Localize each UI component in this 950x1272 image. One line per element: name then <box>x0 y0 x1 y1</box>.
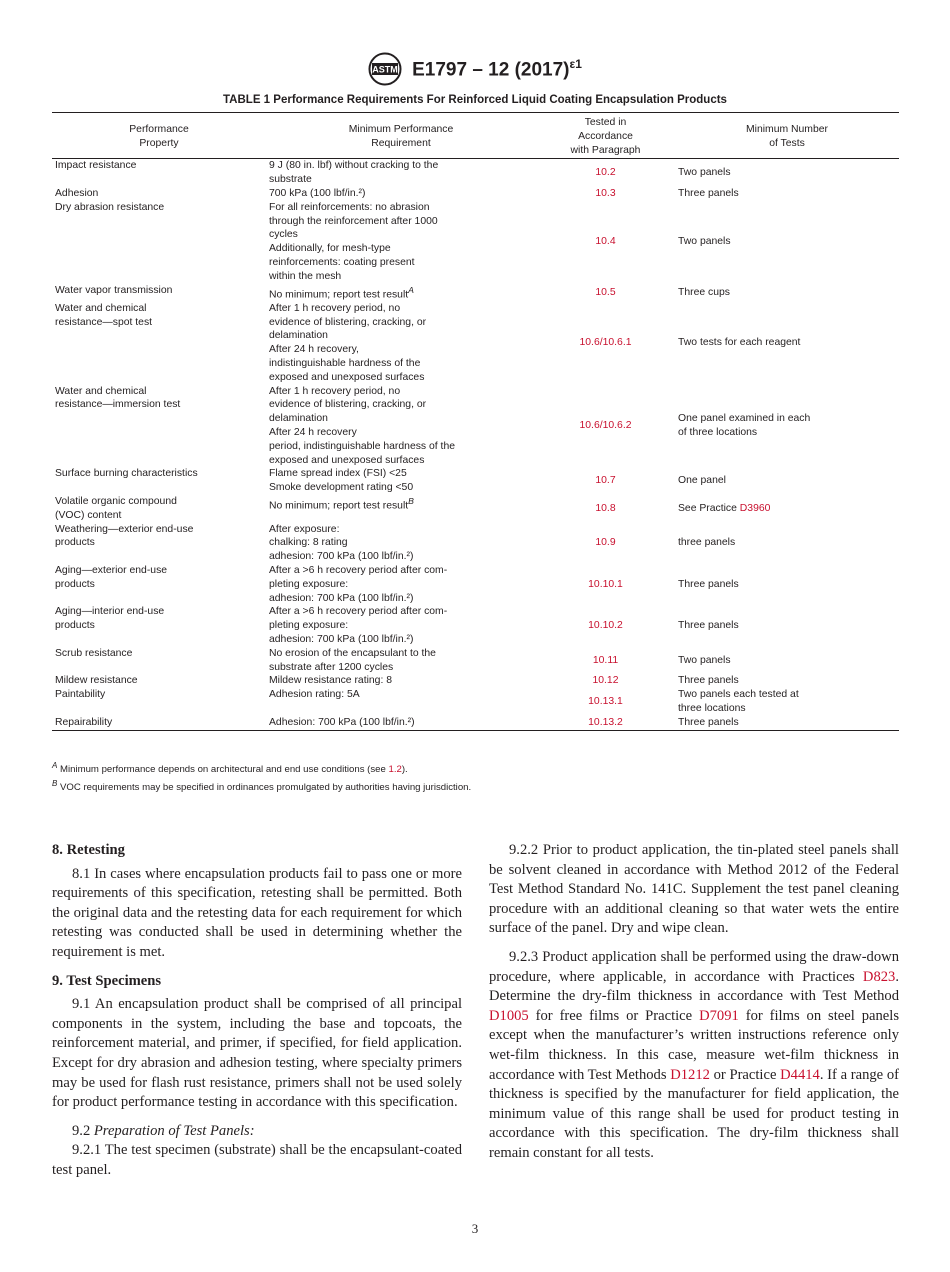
performance-table-wrapper <box>52 112 899 731</box>
link-d1212[interactable]: D1212 <box>670 1066 710 1083</box>
cell-property: Water vapor transmission <box>55 284 173 296</box>
cell-property: Volatile organic compound (VOC) content <box>55 495 177 521</box>
table-row <box>52 159 899 187</box>
paragraph-8-1: 8.1 In cases where encapsulation products fail to pass one or more requirements of this specification, retesting shall be permitted. Both the original data and the retesting data for each requirement for which retesting was conducted shall be used in determining whether the requirement is met. <box>52 865 462 960</box>
paragraph-9-1: 9.1 An encapsulation product shall be comprised of all principal components in the system, including the base and topcoats, the reinforcement material, and primer, if specified, for field application. Except for dry abrasion and adhesion testing, where specialty primers may be used for flash rust resistance, primers shall not be used solely for product performance testing in accordance with this specification. <box>52 996 462 1111</box>
page-number: 3 <box>471 1221 479 1236</box>
table-row <box>52 674 899 688</box>
table-row <box>52 716 899 730</box>
header-property: Performance Property <box>52 113 266 159</box>
cell-tests: Three panels <box>678 187 739 199</box>
cell-tests: See Practice D3960 <box>678 502 771 514</box>
cell-paragraph-link[interactable]: 10.12 <box>592 675 619 687</box>
table-row <box>52 284 899 302</box>
cell-property: Paintability <box>55 689 106 701</box>
cell-property: Adhesion <box>55 187 99 199</box>
cell-tests: Two tests for each reagent <box>678 337 801 349</box>
cell-tests: Two panels <box>678 654 731 666</box>
table-row <box>52 605 899 646</box>
table-row <box>52 467 899 495</box>
cell-tests: Two panels <box>678 167 731 179</box>
cell-requirement: After exposure: chalking: 8 rating adhesion: 700 kPa (100 lbf/in.²) <box>269 523 414 563</box>
cell-requirement: Adhesion: 700 kPa (100 lbf/in.²) <box>266 716 536 730</box>
cell-property: Dry abrasion resistance <box>55 201 165 213</box>
link-d1005[interactable]: D1005 <box>489 1007 529 1024</box>
cell-paragraph-link[interactable]: 10.2 <box>595 167 616 179</box>
cell-paragraph-link[interactable]: 10.3 <box>595 187 616 199</box>
cell-requirement: No minimum; report test result$^A$ <box>269 284 414 301</box>
cell-paragraph-link[interactable]: 10.7 <box>595 475 616 487</box>
table-row <box>52 385 899 468</box>
cell-paragraph-link[interactable]: 10.13.2 <box>536 716 675 730</box>
cell-paragraph-link[interactable]: 10.13.1 <box>588 696 623 708</box>
cell-property: Water and chemical resistance—spot test <box>55 302 153 328</box>
cell-property: Mildew resistance <box>55 675 138 687</box>
cell-property: Water and chemical resistance—immersion test <box>55 385 181 411</box>
table-row <box>52 495 899 523</box>
cell-tests: Two panels <box>678 236 731 248</box>
cell-requirement: After 1 h recovery period, no evidence of blistering, cracking, or delamination After 24 h recovery period, indistinguishable hardness of the exposed and unexposed surfaces <box>269 385 456 466</box>
cell-paragraph-link[interactable]: 10.10.1 <box>588 578 623 590</box>
cell-requirement: Adhesion rating: 5A <box>269 689 360 701</box>
table-row <box>52 201 899 284</box>
cell-property: Aging—exterior end-use products <box>55 564 168 590</box>
table-row <box>52 302 899 385</box>
table-body <box>52 159 899 730</box>
section-link-1-2[interactable]: 1.2 <box>388 764 402 776</box>
cell-paragraph-link[interactable]: 10.4 <box>595 236 616 248</box>
cell-paragraph-link[interactable]: 10.11 <box>592 654 619 666</box>
cell-property: Surface burning characteristics <box>55 468 198 480</box>
cell-tests: Three panels <box>678 620 739 632</box>
header-tests: Minimum Number of Tests <box>675 113 899 159</box>
astm-logo-icon <box>368 52 402 86</box>
cell-requirement: For all reinforcements: no abrasion through the reinforcement after 1000 cycles Additionally, for mesh-type reinforcements: coating present within the mesh <box>269 201 438 282</box>
table-title: TABLE 1 Performance Requirements For Reinforced Liquid Coating Encapsulation Products <box>223 94 727 106</box>
cell-tests: Three cups <box>678 286 730 298</box>
paragraph-9-2-2: 9.2.2 Prior to product application, the tin-plated steel panels shall be solvent cleaned in accordance with Method 2012 of the Federal Test Method Standard No. 141C. Supplement the test panel cleaning procedure with an additional cleaning so that water wets the entire surface of the panel. Dry and wipe clean. <box>489 842 899 937</box>
cell-requirement: After 1 h recovery period, no evidence of blistering, cracking, or delamination After 24 h recovery, indistinguishable hardness of the exposed and unexposed surfaces <box>269 302 427 383</box>
link-d3960[interactable]: D3960 <box>739 502 771 514</box>
cell-paragraph-link[interactable]: 10.5 <box>595 286 616 298</box>
right-column <box>489 841 899 1173</box>
cell-requirement: 9 J (80 in. lbf) without cracking to the substrate <box>269 160 439 186</box>
footnote-a: $^A$ Minimum performance depends on architectural and end use conditions (see 1.2). <box>52 761 408 776</box>
paragraph-9-2: 9.2 Preparation of Test Panels: <box>72 1122 255 1139</box>
performance-table <box>52 112 899 731</box>
table-row <box>52 564 899 605</box>
cell-paragraph-link[interactable]: 10.8 <box>595 502 616 514</box>
table-header-row <box>52 113 899 159</box>
footnote-b: $^B$ VOC requirements may be specified in ordinances promulgated by authorities having jurisdiction. <box>52 779 472 794</box>
paragraph-9-2-3: 9.2.3 Product application shall be performed using the draw-down procedure, where applicable, in accordance with Practices D823. Determine the dry-film thickness in accordance with Test Method D1005 for free films or Practice D7091 for films on steel panels except when the manufacturer’s written instructions reference only wet-film thickness. In this case, measure wet-film thickness in accordance with Test Methods D1212 or Practice D4414. If a range of thickness is specified by the manufacturer for field application, the minimum value of this range shall be used for product testing in accordance with this specification. The dry-film thickness shall remain constant for all tests. <box>489 948 899 1161</box>
link-d823[interactable]: D823 <box>862 968 896 985</box>
table-row <box>52 647 899 675</box>
cell-paragraph-link[interactable]: 10.6/10.6.2 <box>579 420 632 432</box>
cell-tests: One panel <box>678 475 726 487</box>
cell-requirement: No erosion of the encapsulant to the substrate after 1200 cycles <box>269 647 436 673</box>
cell-paragraph-link[interactable]: 10.6/10.6.1 <box>579 337 632 349</box>
table-footnotes <box>52 759 899 795</box>
left-column <box>52 841 462 1190</box>
cell-tests: One panel examined in each of three locations <box>678 413 811 438</box>
cell-tests: three panels <box>678 537 736 549</box>
cell-tests: Three panels <box>678 578 739 590</box>
cell-tests: Three panels <box>678 675 739 687</box>
table-row <box>52 187 899 201</box>
cell-requirement: No minimum; report test result$^B$ <box>269 495 414 512</box>
cell-property: Impact resistance <box>55 160 137 172</box>
cell-requirement: After a >6 h recovery period after com- pleting exposure: adhesion: 700 kPa (100 lbf/in.²) <box>269 564 448 604</box>
table-row <box>52 523 899 564</box>
cell-property: Aging—interior end-use products <box>55 606 165 632</box>
standard-designation: E1797 – 12 $(2017)^{\varepsilon 1}$ <box>412 56 582 81</box>
link-d7091[interactable]: D7091 <box>699 1007 739 1024</box>
cell-paragraph-link[interactable]: 10.10.2 <box>588 620 623 632</box>
svg-text:ASTM: ASTM <box>372 64 398 75</box>
cell-property: Weathering—exterior end-use products <box>55 523 194 549</box>
section-9-heading: 9. Test Specimens <box>52 972 162 989</box>
header-requirement: Minimum Performance Requirement <box>266 113 536 159</box>
cell-requirement: After a >6 h recovery period after com- pleting exposure: adhesion: 700 kPa (100 lbf/in.²) <box>269 606 448 645</box>
section-8-heading: 8. Retesting <box>52 842 125 858</box>
cell-tests: Three panels <box>675 716 899 730</box>
cell-requirement: Mildew resistance rating: 8 <box>269 675 393 687</box>
link-d4414[interactable]: D4414 <box>780 1066 820 1083</box>
epsilon-superscript: ε1 <box>569 56 582 71</box>
header-paragraph: Tested in Accordance with Paragraph <box>536 113 675 159</box>
cell-property: Scrub resistance <box>55 647 133 659</box>
cell-paragraph-link[interactable]: 10.9 <box>595 537 616 549</box>
table-row <box>52 688 899 716</box>
cell-requirement: Flame spread index (FSI) <25 Smoke development rating <50 <box>269 468 414 494</box>
paragraph-9-2-1: 9.2.1 The test specimen (substrate) shall be the encapsulant-coated test panel. <box>52 1142 462 1178</box>
cell-property: Repairability <box>52 716 266 730</box>
cell-tests: Two panels each tested at three locations <box>678 689 799 714</box>
page-header <box>0 52 950 86</box>
cell-requirement: 700 kPa (100 lbf/in.²) <box>269 187 366 199</box>
